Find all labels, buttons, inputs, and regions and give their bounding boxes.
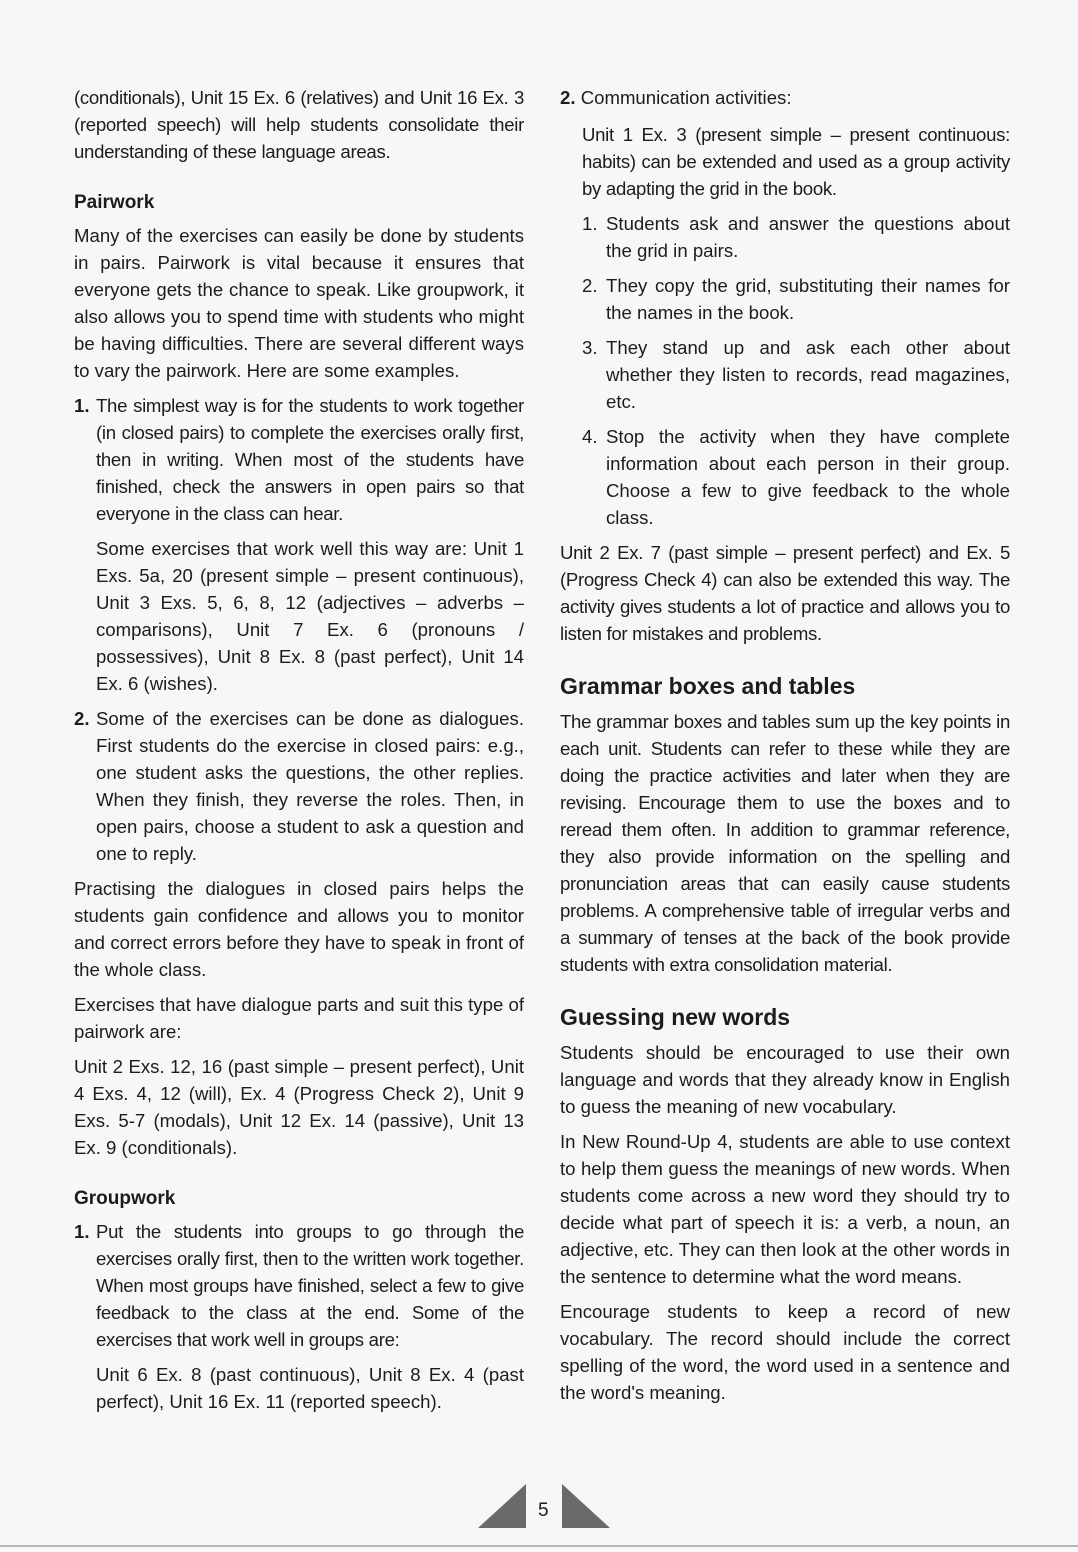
- grammar-paragraph: The grammar boxes and tables sum up the key points in each unit. Students can refer to these while they are doing the practice activities and later when they are revising. Encourage them to use the boxes and to reread them often. In addition to grammar reference, they also provide information on the spelling and pronunciation areas that can easily cause students problems. A comprehensive table of irregular verbs and a summary of tenses at the back of the book provide students with extra consolidation material.: [560, 711, 1010, 975]
- pairwork-heading: Pairwork: [74, 192, 155, 213]
- list-item-subtext: Unit 6 Ex. 8 (past continuous), Unit 8 Ex. 4 (past perfect), Unit 16 Ex. 11 (reported speech).: [96, 1364, 524, 1412]
- guessing-paragraph-1: Students should be encouraged to use their own language and words that they already know in English to guess the meaning of new vocabulary.: [560, 1042, 1010, 1117]
- step-number: 2.: [582, 275, 598, 296]
- list-item: [74, 392, 524, 697]
- footer-triangle-right-icon: [562, 1484, 610, 1528]
- list-number: 2.: [74, 708, 90, 729]
- list-number: 1.: [74, 1221, 90, 1242]
- footer-triangle-left-icon: [478, 1484, 526, 1528]
- page-number: 5: [538, 1500, 549, 1521]
- step-number: 1.: [582, 213, 598, 234]
- step-text: They copy the grid, substituting their names for the names in the book.: [606, 275, 1010, 323]
- communication-heading-text: Communication activities:: [580, 87, 792, 108]
- list-item: [582, 272, 1010, 326]
- list-item: [582, 210, 1010, 264]
- list-item-subtext: Some exercises that work well this way are: Unit 1 Exs. 5a, 20 (present simple – present continuous), Unit 3 Exs. 5, 6, 8, 12 (adjectives – adverbs – comparisons), Unit 7 Ex. 6 (pronouns / possessives), Unit 8 Ex. 8 (past perfect), Unit 14 Ex. 6 (wishes).: [96, 538, 524, 694]
- left-column: [74, 84, 524, 1423]
- step-text: They stand up and ask each other about whether they listen to records, read magazines, etc.: [606, 337, 1010, 412]
- list-item: [74, 1218, 524, 1415]
- step-text: Students ask and answer the questions about the grid in pairs.: [606, 213, 1010, 261]
- communication-paragraph: Unit 1 Ex. 3 (present simple – present continuous: habits) can be extended and used as a group activity by adapting the grid in the book.: [582, 124, 1010, 199]
- pairwork-paragraph: Many of the exercises can easily be done by students in pairs. Pairwork is vital because it ensures that everyone gets the chance to speak. Like groupwork, it also allows you to spend time with students who might be having difficulties. There are several different ways to vary the pairwork. Here are some examples.: [74, 225, 524, 381]
- grammar-heading: Grammar boxes and tables: [560, 673, 856, 699]
- unit2-paragraph: Unit 2 Ex. 7 (past simple – present perfect) and Ex. 5 (Progress Check 4) can also be extended this way. The activity gives students a lot of practice and allows you to listen for mistakes and problems.: [560, 542, 1010, 644]
- list-number: 1.: [74, 395, 90, 416]
- page-bottom-divider: [0, 1545, 1078, 1547]
- groupwork-heading: Groupwork: [74, 1188, 176, 1209]
- communication-number: 2.: [560, 87, 576, 108]
- groupwork-list: [74, 1218, 524, 1415]
- pairwork-list: [74, 392, 524, 867]
- guessing-heading: Guessing new words: [560, 1004, 791, 1030]
- communication-heading: [560, 84, 1010, 111]
- right-column: [560, 84, 1010, 1414]
- guessing-paragraph-2: In New Round-Up 4, students are able to use context to help them guess the meanings of new words. When students come across a new word they should try to decide what part of speech it is: a verb, a noun, an adjective, etc. They can then look at the other words in the sentence to determine what the word means.: [560, 1131, 1010, 1287]
- guessing-paragraph-3: Encourage students to keep a record of new vocabulary. The record should include the correct spelling of the word, the word used in a sentence and the word's meaning.: [560, 1301, 1010, 1403]
- list-item: [582, 423, 1010, 531]
- list-item: [582, 334, 1010, 415]
- list-item: [74, 705, 524, 867]
- steps-list: [560, 210, 1010, 531]
- step-text: Stop the activity when they have complete information about each person in their group. Choose a few to give feedback to the whole class.: [606, 426, 1010, 528]
- intro-paragraph: (conditionals), Unit 15 Ex. 6 (relatives) and Unit 16 Ex. 3 (reported speech) will help students consolidate their understanding of these language areas.: [74, 87, 524, 162]
- dialogues-paragraph: Practising the dialogues in closed pairs helps the students gain confidence and allows you to monitor and correct errors before they have to speak in front of the whole class.: [74, 878, 524, 980]
- list-item-text: Put the students into groups to go through the exercises orally first, then to the written work together. When most groups have finished, select a few to give feedback to the class at the end. Some of the exercises that work well in groups are:: [96, 1221, 524, 1350]
- step-number: 3.: [582, 337, 598, 358]
- step-number: 4.: [582, 426, 598, 447]
- exercises-paragraph: Exercises that have dialogue parts and suit this type of pairwork are:: [74, 994, 524, 1042]
- list-item-text: The simplest way is for the students to work together (in closed pairs) to complete the exercises orally first, then in writing. When most of the students have finished, check the answers in open pairs so that everyone in the class can hear.: [96, 395, 524, 524]
- units-paragraph: Unit 2 Exs. 12, 16 (past simple – present perfect), Unit 4 Exs. 4, 12 (will), Ex. 4 (Progress Check 2), Unit 9 Exs. 5-7 (modals), Unit 12 Ex. 14 (passive), Unit 13 Ex. 9 (conditionals).: [74, 1056, 524, 1158]
- list-item-text: Some of the exercises can be done as dialogues. First students do the exercise in closed pairs: e.g., one student asks the questions, the other replies. When they finish, they reverse the roles. Then, in open pairs, choose a student to ask a question and one to reply.: [96, 708, 524, 864]
